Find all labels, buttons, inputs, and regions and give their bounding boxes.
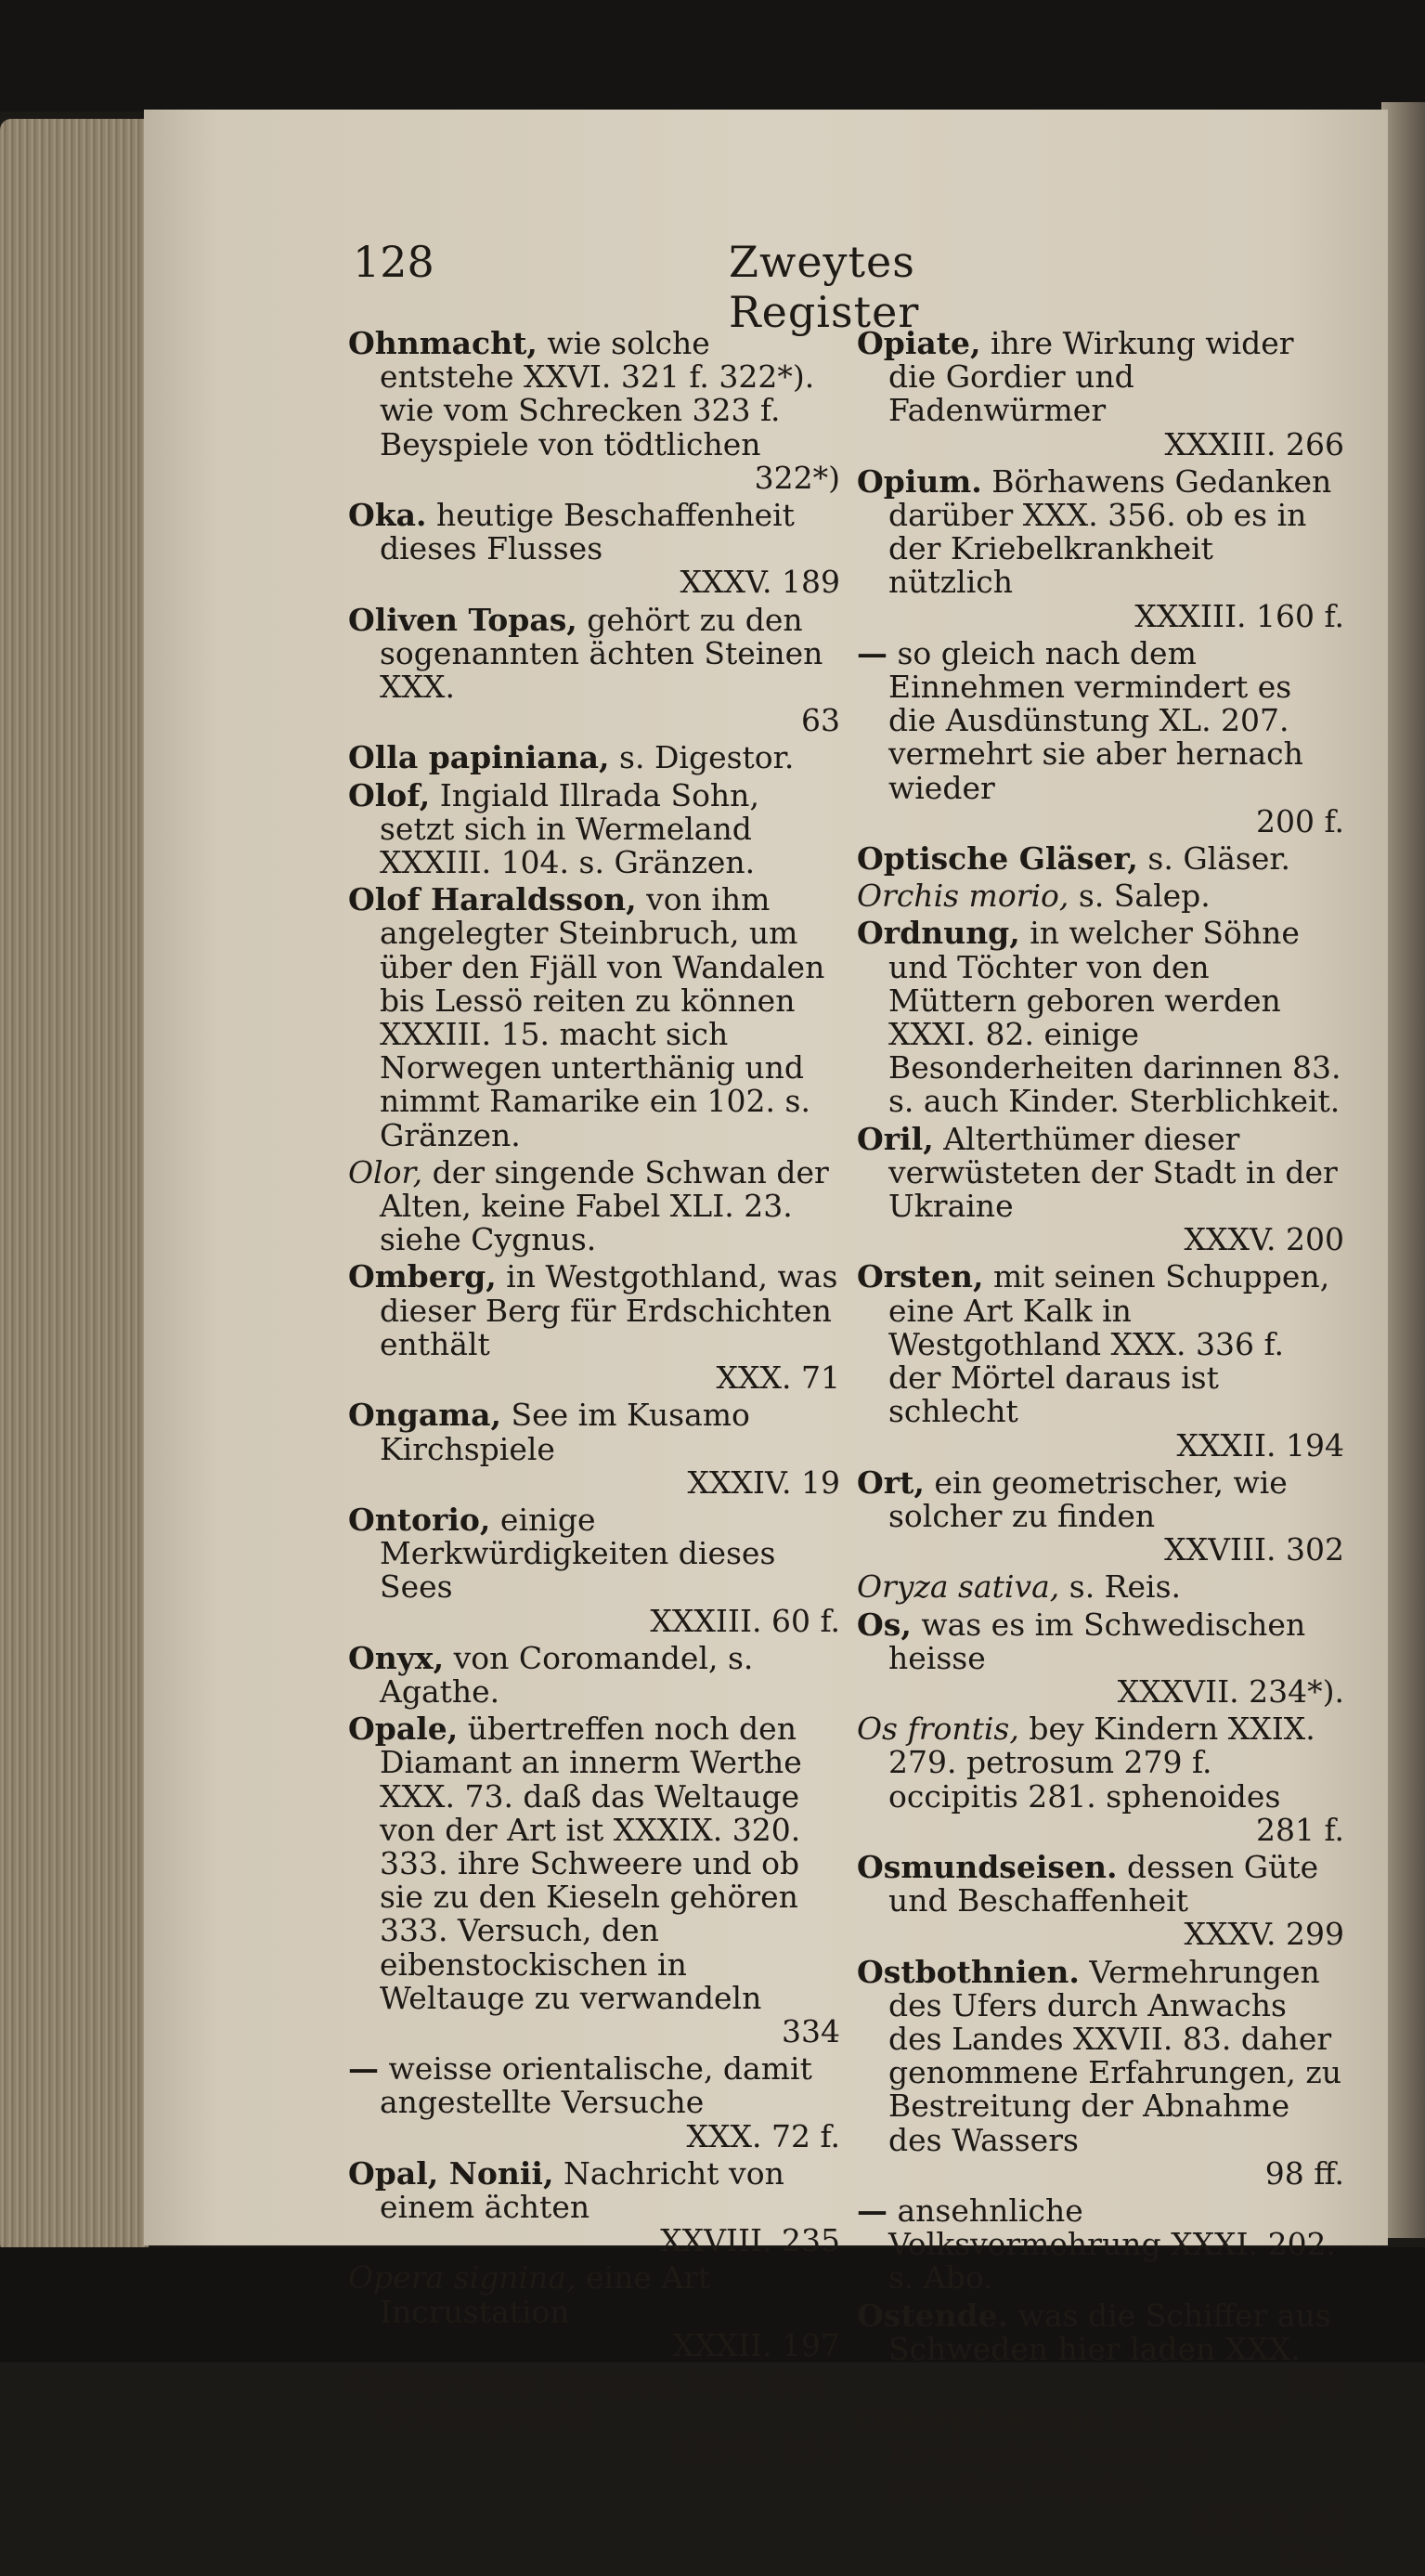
entry-reference: 303	[1286, 2363, 1344, 2400]
entry-headword: Omberg,	[348, 1258, 497, 1295]
index-entry	[857, 1712, 1344, 1847]
entry-text: so gleich nach dem Einnehmen vermindert es die Ausdünstung XL. 207. vermehrt sie aber hernach wieder	[888, 634, 1303, 806]
entry-reference: XXXIII. 266	[1164, 425, 1344, 462]
entry-text: Ingiald Illrada Sohn, setzt sich in Wermeland XXXIII. 104. s. Gränzen.	[380, 776, 759, 881]
entry-headword: Opiate,	[857, 325, 981, 361]
entry-reference: 98 ff.	[1264, 2154, 1344, 2192]
entry-text: s. Reis.	[1069, 1568, 1182, 1606]
entry-headword: Orsten,	[857, 1258, 984, 1295]
left-column	[348, 327, 840, 2471]
entry-text: ein geometrischer, wie solcher zu finden	[888, 1464, 1288, 1534]
right-column	[857, 327, 1344, 2575]
index-entry	[857, 917, 1344, 1118]
index-entry	[348, 2363, 840, 2468]
entry-latin-headword: Orchis morio,	[857, 878, 1069, 915]
entry-headword: —	[857, 634, 887, 671]
entry-text: im Kusamo Kirchspiele, wem sie gegeben werden	[888, 2401, 1284, 2505]
index-entry	[348, 1399, 840, 1500]
entry-headword: Ostende.	[857, 2296, 1009, 2334]
entry-reference: XXX. 71	[716, 1360, 840, 1397]
index-entry	[857, 879, 1344, 913]
entry-text: weisse orientalische, damit angestellte Versuche	[380, 2050, 812, 2121]
entry-text: was die Schiffer aus Schweden hier laden XXX.	[888, 2296, 1331, 2367]
entry-reference: 322*)	[754, 459, 840, 496]
index-entry	[857, 1608, 1344, 1710]
entry-latin-headword: Olor,	[348, 1153, 423, 1190]
index-entry	[348, 741, 840, 774]
entry-reference: XXXII. 197	[672, 2326, 840, 2363]
entry-text: von ihm angelegter Steinbruch, um über den Fjäll von Wandalen bis Lessö reiten zu können XXXIII. 15. macht sich Norwegen unterthänig und nimmt Ramarike ein 102. s. Gränzen.	[380, 881, 825, 1153]
index-entry	[348, 2261, 840, 2362]
entry-text: s. Salep.	[1078, 878, 1211, 915]
entry-headword: Ongama,	[348, 1397, 501, 1434]
index-entry	[857, 327, 1344, 462]
entry-headword: Olla papiniana,	[348, 739, 610, 776]
entry-headword: Oliven Topas,	[348, 601, 577, 638]
entry-reference: 281 f.	[1255, 1811, 1344, 1848]
index-entry	[857, 634, 1344, 839]
entry-text: heutige Beschaffenheit dieses Flusses	[380, 497, 795, 567]
entry-reference: XXX. 72 f.	[686, 2117, 840, 2154]
entry-headword: Ostbothnien.	[857, 1953, 1080, 1990]
index-entry	[857, 1466, 1344, 1568]
index-entry	[348, 1260, 840, 1395]
entry-text: einige Merkwürdigkeiten dieses Sees	[380, 1501, 776, 1606]
entry-headword: Opium.	[857, 462, 982, 500]
entry-headword: Opal, Nonii,	[348, 2154, 554, 2192]
index-entry	[348, 2154, 840, 2259]
entry-reference: 200 f.	[1255, 802, 1344, 839]
index-entry	[857, 462, 1344, 634]
entry-text: Börhawens Gedanken darüber XXX. 356. ob es in der Kriebelkrankheit nützlich	[888, 462, 1332, 601]
index-entry	[857, 2403, 1344, 2538]
entry-reference: 334	[782, 2012, 840, 2049]
entry-reference: XXXIII. 160 f.	[1134, 597, 1344, 634]
entry-text: der singende Schwan der Alten, keine Fabel XLI. 23. siehe Cygnus.	[380, 1153, 829, 1258]
index-entry	[348, 2052, 840, 2153]
entry-latin-headword: Oryza sativa,	[857, 1568, 1060, 1606]
entry-text: Nachricht von einem ächten	[380, 2154, 784, 2225]
entry-headword: Olof Haraldsson,	[348, 881, 637, 918]
index-entry	[857, 2194, 1344, 2296]
index-entry	[857, 1848, 1344, 1953]
entry-text: dessen Güte und Beschaffenheit	[888, 1848, 1319, 1919]
entry-text: bey Kindern XXIX. 279. petrosum 279 f. occipitis 281. sphenoides	[888, 1711, 1315, 1815]
entry-headword: Os,	[857, 1606, 912, 1643]
entry-headword: Optische Gläser,	[857, 840, 1138, 878]
index-entry	[348, 1712, 840, 2049]
entry-text: s. Digestor.	[619, 739, 795, 776]
index-entry	[857, 1260, 1344, 1462]
entry-headword: Ontorio,	[348, 1501, 491, 1538]
running-title: Zweytes Register	[729, 237, 920, 337]
right-page-edge	[1381, 102, 1425, 2238]
index-entry	[348, 883, 840, 1152]
entry-text: ansehnliche Volksvermehrung XXXI. 202. s. Abo.	[888, 2192, 1337, 2296]
entry-text: in welcher Söhne und Töchter von den Müttern geboren werden XXXI. 82. einige Besonderheiten darinnen 83. s. auch Kinder. Sterblichkeit.	[888, 915, 1341, 1120]
entry-text: mit seinen Schuppen, eine Art Kalk in Westgothland XXX. 336 f. der Mörtel daraus ist schlecht	[888, 1258, 1330, 1430]
page-header	[209, 237, 1017, 337]
entry-text: was es im Schwedischen heisse	[888, 1606, 1306, 1676]
entry-headword: Ordnung,	[857, 915, 1020, 952]
index-entry	[857, 842, 1344, 876]
entry-latin-headword: Os frontis,	[857, 1711, 1019, 1748]
entry-text: heilt den Schlangenbiß	[380, 2363, 825, 2435]
index-entry	[857, 1120, 1344, 1258]
entry-text: übertreffen noch den Diamant an innerm Werthe XXX. 73. daß das Weltauge von der Art ist XXXIX. 320. 333. ihre Schweere und ob sie zu den Kieseln gehören 333. Versuch, den eibenstockischen in Weltauge zu verwandeln	[380, 1711, 802, 2016]
background-top	[0, 0, 1425, 111]
index-entry	[348, 1503, 840, 1638]
entry-text: eine Art Incrustation	[380, 2259, 711, 2330]
entry-text: Vermehrungen des Ufers durch Anwachs des Landes XXVII. 83. daher genommene Erfahrungen, zu Bestreitung der Abnahme des Wassers	[888, 1953, 1341, 2158]
entry-latin-headword: Opera signina,	[348, 2259, 576, 2296]
index-entry	[857, 1570, 1344, 1604]
entry-reference: XXXII. 194	[1176, 1426, 1344, 1464]
page-stack-edge	[0, 119, 149, 2255]
entry-reference: XXXIV. 82	[1191, 2502, 1344, 2539]
entry-headword: Ort,	[857, 1464, 925, 1501]
index-entry	[348, 1639, 840, 1710]
catchword: Ost:	[1280, 2540, 1344, 2576]
entry-reference: 63	[801, 702, 840, 739]
index-entry	[348, 601, 840, 739]
entry-text: wie solche entstehe XXVI. 321 f. 322*). wie vom Schrecken 323 f. Beyspiele von tödtlichen	[380, 325, 815, 462]
entry-text: See im Kusamo Kirchspiele	[380, 1397, 750, 1467]
entry-reference: XXXV. 299	[1184, 1916, 1344, 1953]
index-entry	[857, 1953, 1344, 2192]
entry-latin-headword: Ophiorrhiza Mungos,	[348, 2363, 679, 2400]
entry-text: ihre Wirkung wider die Gordier und Fadenwürmer	[888, 325, 1294, 429]
entry-reference: XXXIV. 19	[687, 1464, 840, 1501]
entry-headword: Olof,	[348, 776, 431, 813]
entry-reference: XXVII. 155	[672, 2431, 840, 2468]
entry-reference: XXXV. 189	[680, 564, 840, 601]
entry-headword: Osterpfennige	[857, 2401, 1102, 2439]
entry-headword: Ohnmacht,	[348, 325, 538, 361]
entry-text: in Westgothland, was dieser Berg für Erdschichten enthält	[380, 1258, 838, 1362]
entry-headword: Oril,	[857, 1120, 934, 1157]
entry-reference: XXXVII. 234*).	[1117, 1672, 1344, 1710]
entry-headword: Onyx,	[348, 1639, 445, 1676]
entry-text: von Coromandel, s. Agathe.	[380, 1639, 754, 1710]
index-entry	[348, 499, 840, 600]
entry-headword: —	[348, 2050, 379, 2088]
index-entry	[348, 327, 840, 495]
index-entry	[348, 776, 840, 881]
entry-text: gehört zu den sogenannten ächten Steinen XXX.	[380, 601, 823, 706]
entry-headword: Osmundseisen.	[857, 1848, 1118, 1885]
page-number: 128	[353, 237, 434, 287]
index-entry	[348, 1153, 840, 1258]
index-entry	[857, 2296, 1344, 2400]
entry-text: Alterthümer dieser verwüsteten der Stadt in der Ukraine	[888, 1120, 1338, 1225]
entry-headword: Oka.	[348, 497, 427, 534]
entry-headword: Opale,	[348, 1711, 459, 1748]
entry-headword: —	[857, 2192, 887, 2229]
entry-reference: XXVIII. 235	[660, 2222, 840, 2259]
entry-reference: XXVIII. 302	[1164, 1531, 1344, 1568]
entry-reference: XXXV. 200	[1184, 1221, 1344, 1258]
entry-reference: XXXIII. 60 f.	[650, 1602, 840, 1639]
entry-text: s. Gläser.	[1147, 840, 1291, 878]
